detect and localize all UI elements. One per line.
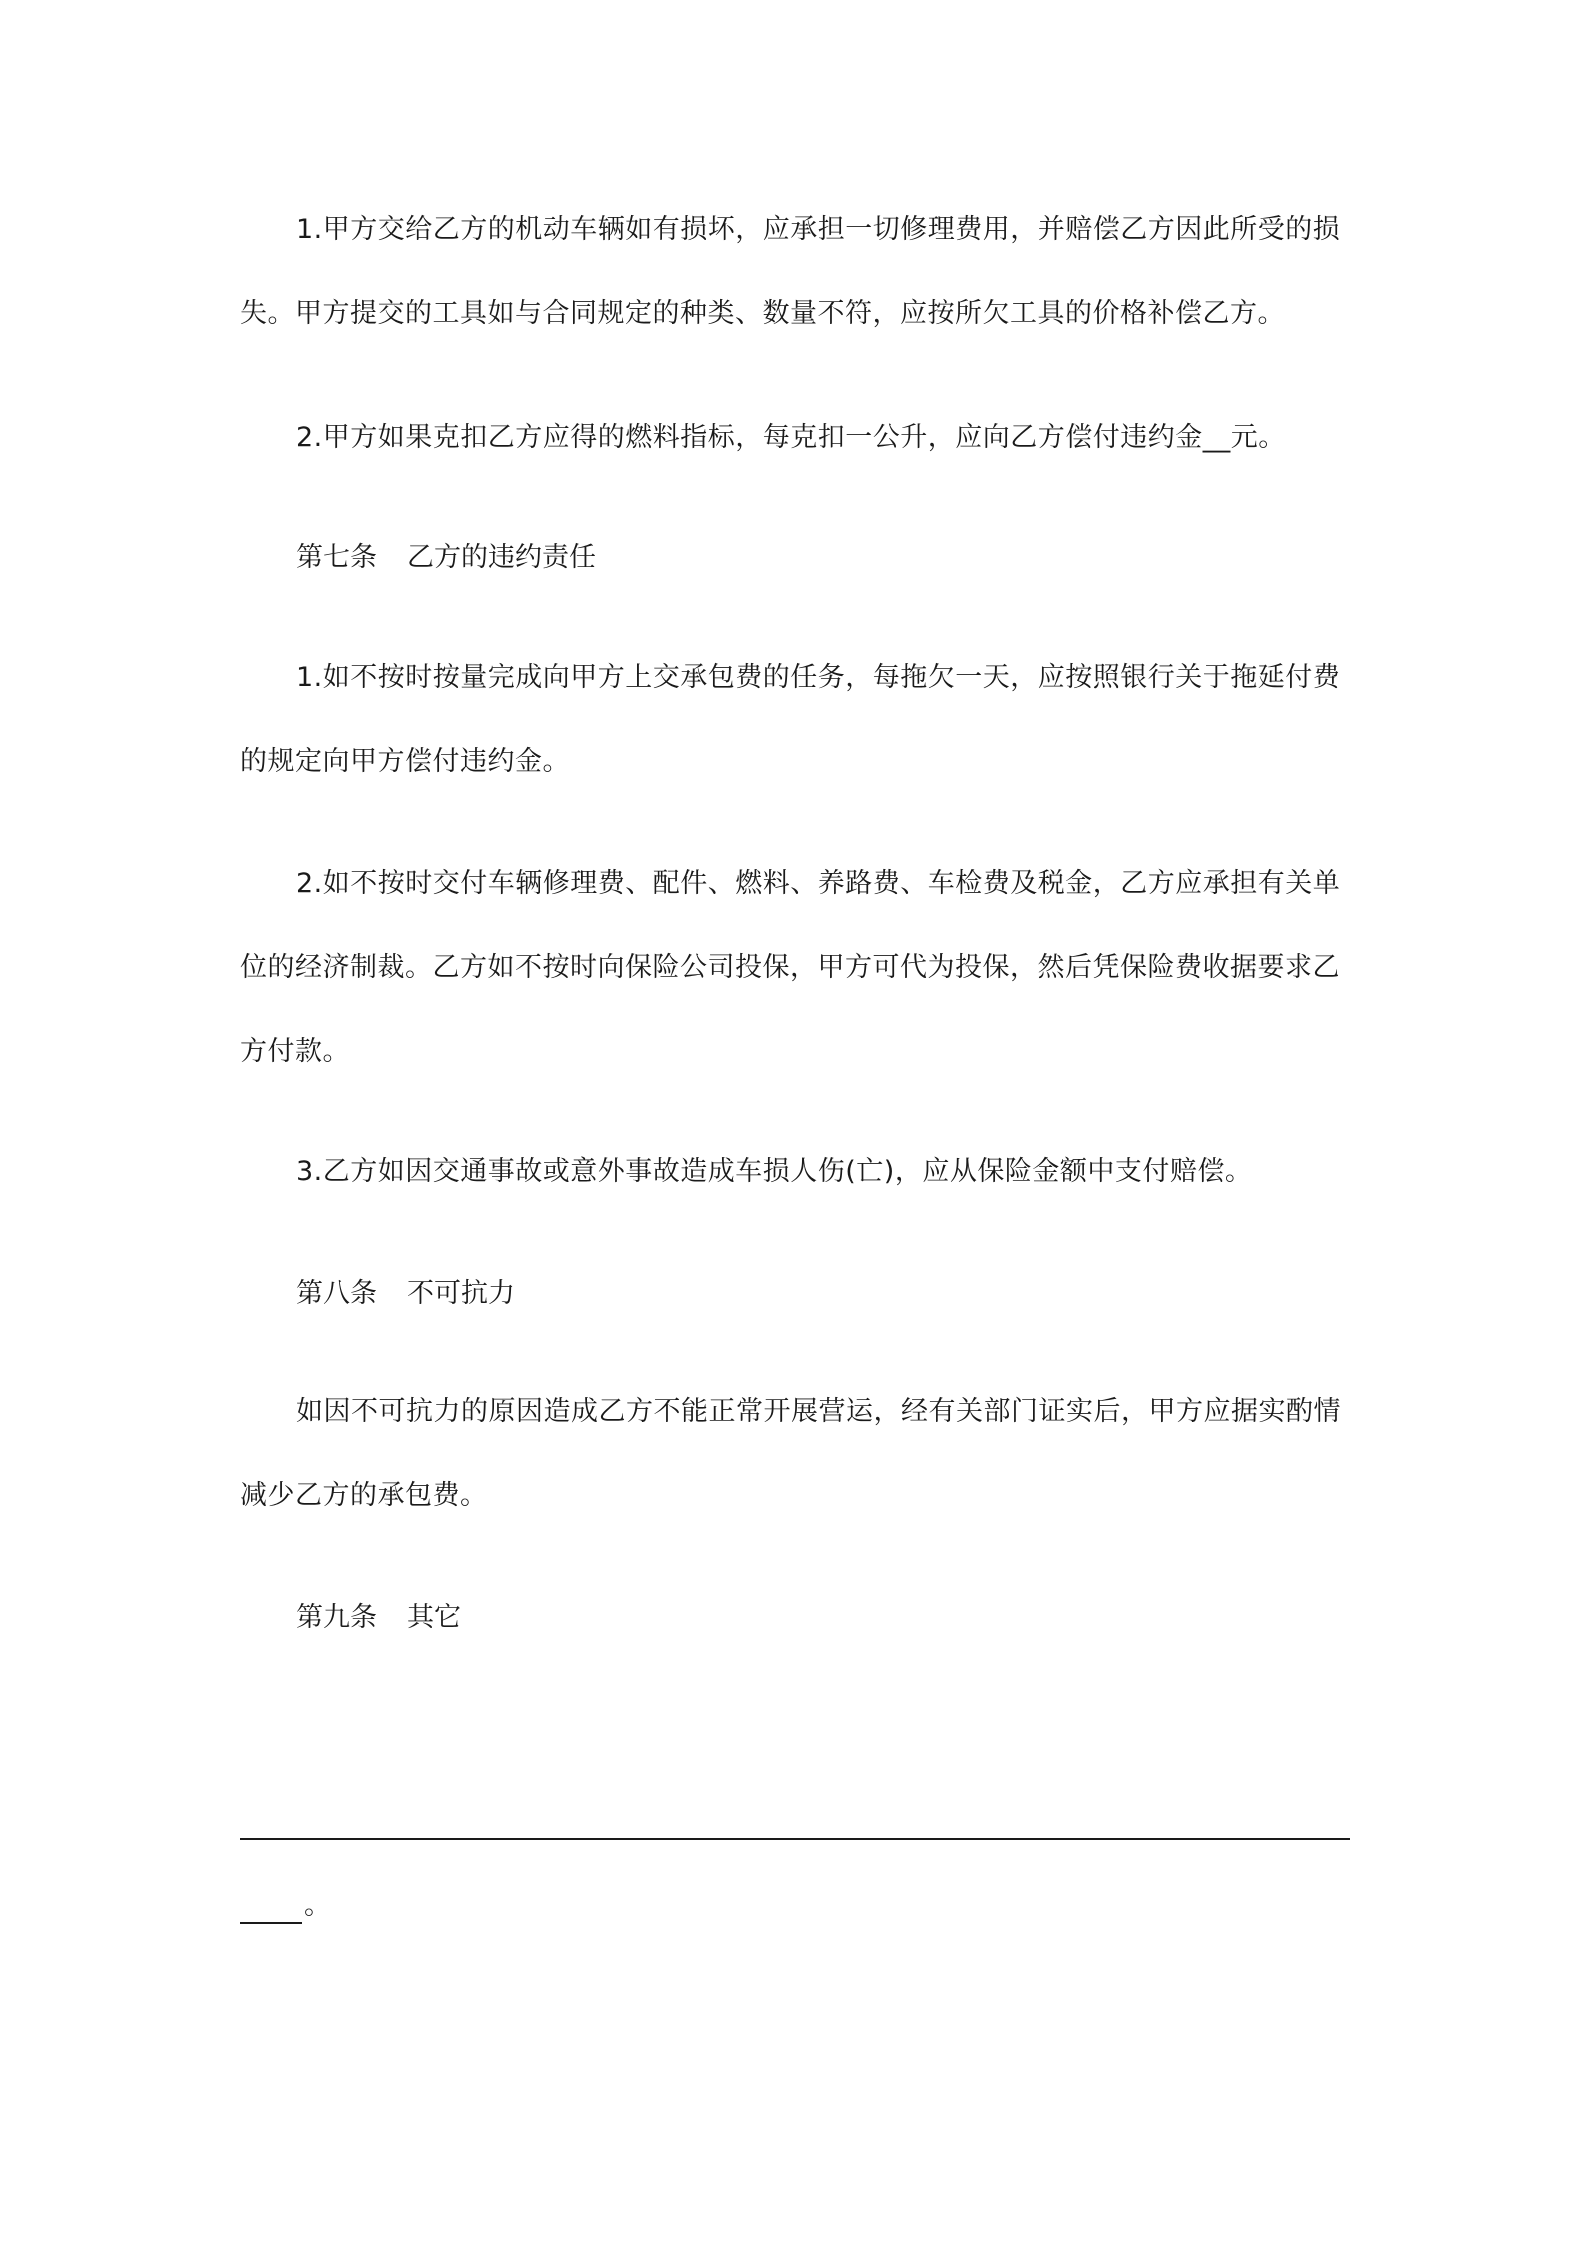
article-heading-9 (296, 1576, 461, 1660)
clause-paragraph-6: 如因不可抗力的原因造成乙方不能正常开展营运，经有关部门证实后，甲方应据实酌情减少乙方的承包费。 (240, 1396, 1341, 1511)
article-number: 第九条 (296, 1602, 377, 1633)
article-number: 第七条 (296, 542, 377, 573)
clause-paragraph-3: 1.如不按时按量完成向甲方上交承包费的任务，每拖欠一天，应按照银行关于拖延付费的规定向甲方偿付违约金。 (240, 662, 1341, 777)
tail-period: 。 (304, 1890, 331, 1921)
blank-fill-short-line (240, 1922, 302, 1924)
clause-paragraph-4: 2.如不按时交付车辆修理费、配件、燃料、养路费、车检费及税金，乙方应承担有关单位的经济制裁。乙方如不按时向保险公司投保，甲方可代为投保，然后凭保险费收据要求乙方付款。 (240, 868, 1341, 1067)
blank-fill-tail (240, 1876, 331, 1936)
clause-paragraph-5: 3.乙方如因交通事故或意外事故造成车损人伤(亡)，应从保险金额中支付赔偿。 (296, 1156, 1253, 1187)
article-title: 不可抗力 (407, 1278, 515, 1309)
article-number: 第八条 (296, 1278, 377, 1309)
blank-fill-line (240, 1838, 1350, 1840)
clause-paragraph-1: 1.甲方交给乙方的机动车辆如有损坏，应承担一切修理费用，并赔偿乙方因此所受的损失。甲方提交的工具如与合同规定的种类、数量不符，应按所欠工具的价格补偿乙方。 (240, 214, 1341, 329)
article-heading-8 (296, 1252, 515, 1336)
article-title: 其它 (407, 1602, 461, 1633)
article-title: 乙方的违约责任 (407, 542, 596, 573)
clause-paragraph-2: 2.甲方如果克扣乙方应得的燃料指标，每克扣一公升，应向乙方偿付违约金__元。 (296, 422, 1286, 453)
article-heading-7 (296, 516, 596, 600)
